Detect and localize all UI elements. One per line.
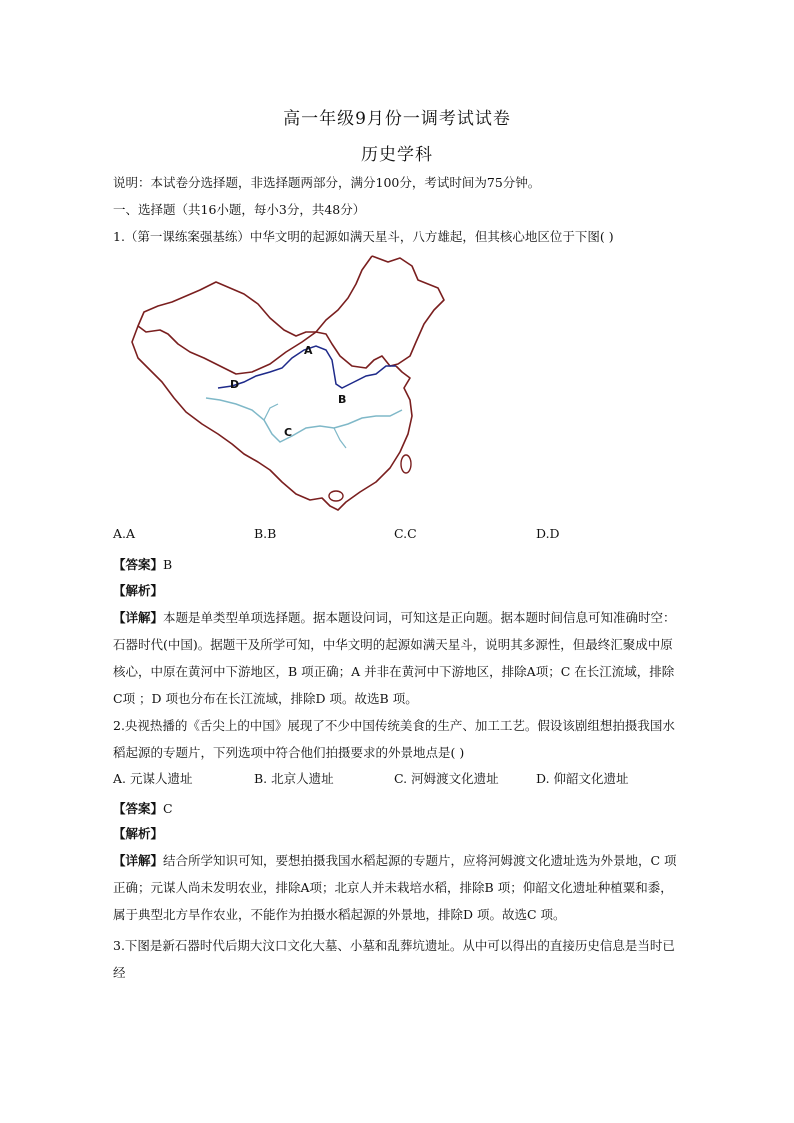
exam-title: 高一年级9月份一调考试试卷 <box>283 109 511 129</box>
northeast-border <box>316 256 372 332</box>
q1-option-d: D.D <box>536 526 560 541</box>
q1-answer-tag: 【答案】 <box>113 557 164 572</box>
q2-option-d: D. 仰韶文化遗址 <box>536 771 629 786</box>
q1-option-a: A.A <box>113 526 136 541</box>
west-border <box>138 282 316 336</box>
taiwan-island <box>401 455 411 473</box>
q1-analysis-tag: 【解析】 <box>113 583 164 598</box>
q2-detail-tag: 【详解】 <box>113 853 164 868</box>
q1-detail <box>113 604 683 712</box>
china-map <box>120 248 460 518</box>
q2-option-c: C. 河姆渡文化遗址 <box>394 771 499 786</box>
map-label-c: C <box>284 426 293 439</box>
yangtze-river <box>206 398 402 442</box>
q2-answer-tag: 【答案】 <box>113 801 164 816</box>
hainan-island <box>329 491 343 501</box>
q1-answer <box>113 555 172 573</box>
q2-option-a: A. 元谋人遗址 <box>113 771 193 786</box>
map-label-b: B <box>338 393 347 406</box>
subject-title: 历史学科 <box>361 145 433 165</box>
q2-detail-text: 结合所学知识可知，要想拍摄我国水稻起源的专题片，应将河姆渡文化遗址选为外景地，C 项正确；元谋人尚未发明农业，排除A项；北京人并未栽培水稻，排除B 项；仰韶文化遗址种植粟和黍，属于典型北方旱作农业，不能作为拍摄水稻起源的外景地，排除D 项。故选C 项。 <box>113 853 677 922</box>
q1-option-c: C.C <box>394 526 417 541</box>
map-label-d: D <box>230 378 240 391</box>
q2-option-b: B. 北京人遗址 <box>254 771 334 786</box>
q1-detail-tag: 【详解】 <box>113 610 164 625</box>
q1-answer-value: B <box>163 557 173 572</box>
q3-stem: 3.下图是新石器时代后期大汶口文化大墓、小墓和乱葬坑遗址。从中可以得出的直接历史信息是当时已经 <box>113 938 675 980</box>
q2-answer-value: C <box>163 801 173 816</box>
exam-note: 说明：本试卷分选择题，非选择题两部分，满分100分，考试时间为75分钟。 <box>113 175 541 190</box>
q1-stem: 1.（第一课练案强基练）中华文明的起源如满天星斗，八方雄起，但其核心地区位于下图( ) <box>113 229 614 244</box>
china-border <box>132 256 444 510</box>
map-label-a: A <box>304 344 313 357</box>
q2-analysis-tag: 【解析】 <box>113 826 164 841</box>
q1-option-b: B.B <box>254 526 277 541</box>
q2-answer <box>113 799 173 817</box>
q2-detail <box>113 847 683 928</box>
section-heading: 一、选择题（共16小题，每小3分，共48分） <box>113 202 366 217</box>
q2-stem: 2.央视热播的《舌尖上的中国》展现了不少中国传统美食的生产、加工工艺。假设该剧组想拍摄我国水稻起源的专题片，下列选项中符合他们拍摄要求的外景地点是( ) <box>113 718 675 760</box>
yangtze-branch <box>264 404 346 448</box>
q1-detail-text: 本题是单类型单项选择题。据本题设问词，可知这是正向题。据本题时间信息可知准确时空：石器时代(中国)。据题干及所学可知，中华文明的起源如满天星斗，说明其多源性，但最终汇聚成中原核心，中原在黄河中下游地区，B 项正确；A 并非在黄河中下游地区，排除A项；C 在长江流域，排除C项 ；D 项也分布在长江流域，排除D 项。故选B 项。 <box>113 610 676 706</box>
